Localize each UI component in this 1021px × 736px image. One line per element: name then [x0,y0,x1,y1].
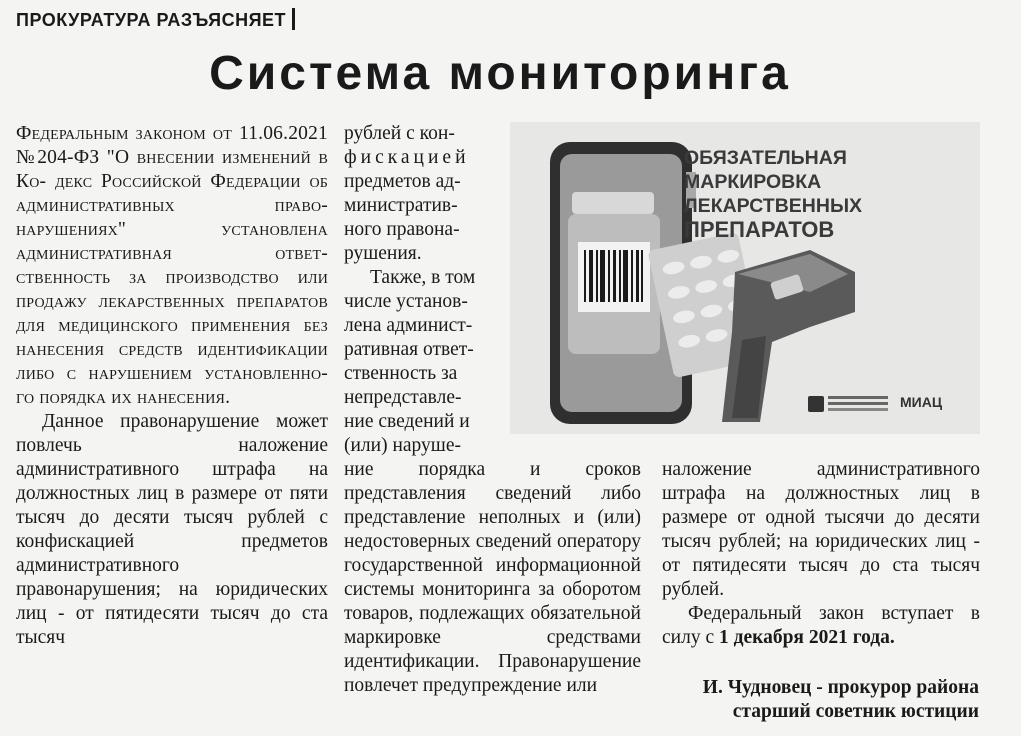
signature [703,676,979,724]
text-line: лена админист- [344,315,473,336]
rubric-label: ПРОКУРАТУРА РАЗЪЯСНЯЕТ [16,10,287,30]
paragraph: ние порядка и сроков представления сведений либо представление неполных и (или) недостоверных сведений оператору государственной информационной системы мониторинга за оборотом товаров, подлежащих обязательной маркировке средствами идентификации. Правонарушение повлечет предупреждение или [344,459,641,696]
text-line: непредставле- [344,387,462,408]
lead-line: 11.06.2021 №204-ФЗ "О [16,123,328,168]
lead-line: го порядка их нанесения. [16,387,231,408]
logos [808,392,973,418]
text-line: ственность за [344,363,458,384]
text-line: рушения. [344,243,422,264]
committee-logo-icon [808,396,824,412]
lead-line: нарушениях" установлена [16,219,328,240]
lead-line: об административных право- [16,171,328,216]
committee-logo-text [828,396,888,399]
lead-line: средств идентификации либо [16,339,328,384]
lead-line: внесении изменений в Ко- [16,147,328,192]
article-column-2-top [344,122,496,458]
lead-line: декс Российской Федерации [55,171,301,192]
article-column-1 [16,122,328,650]
text-line: министратив- [344,195,458,216]
signature-author: И. Чудновец - прокурор района [702,677,979,698]
article-column-2-bottom [344,458,641,698]
lead-paragraph [16,122,328,410]
miac-logo: МИАЦ [900,394,943,410]
illustration-title-line: МАРКИРОВКА [684,171,822,193]
lead-line: административная ответ- [16,243,328,264]
text-line: числе установ- [344,291,468,312]
illustration-title-line: ПРЕПАРАТОВ [684,217,835,242]
rubric [16,8,295,31]
text-line: фискацией [344,147,470,168]
effective-date: 1 декабря 2021 года. [718,627,895,648]
rubric-bar [292,8,295,30]
lead-line: применения без нанесения [16,315,328,360]
illustration-title-line: ОБЯЗАТЕЛЬНАЯ [684,147,847,169]
lead-line: или продажу лекарственных [16,267,329,312]
paragraph: наложение административного штрафа на должностных лиц в размере от одной тысячи до десяти тысяч рублей; на юридических лиц - от пятидесяти тысяч до ста тысяч рублей. [662,459,980,600]
text-line: предметов ад- [344,171,461,192]
effective-date-text: Федеральный закон вступает в силу с [662,603,980,648]
text-line: Также, в том [370,267,476,288]
headline: Система мониторинга [209,47,791,100]
text-line: ративная ответ- [344,339,474,360]
article-column-3 [662,458,980,650]
illustration-title [684,146,862,242]
text-line: ние сведений и [344,411,470,432]
text-line: ного правона- [344,219,460,240]
lead-line: с нарушением установленно- [66,363,329,384]
lead-line: Федеральным законом от [16,123,232,144]
illustration [510,122,980,434]
lead-line: препаратов для медицинского [16,291,328,336]
paragraph [662,602,980,650]
lead-line: ственность за производство [16,267,279,288]
text-line: рублей с кон- [344,123,455,144]
illustration-title-line: ЛЕКАРСТВЕННЫХ [684,195,863,217]
paragraph: Данное правонарушение может повлечь наложение административного штрафа на должностных лиц в размере от пяти тысяч до десяти тысяч рублей с конфискацией предметов административного правонарушения; на юридических лиц - от пятидесяти тысяч до ста тысяч [16,411,328,648]
text-line: (или) наруше- [344,435,461,456]
signature-title: старший советник юстиции [732,701,979,722]
